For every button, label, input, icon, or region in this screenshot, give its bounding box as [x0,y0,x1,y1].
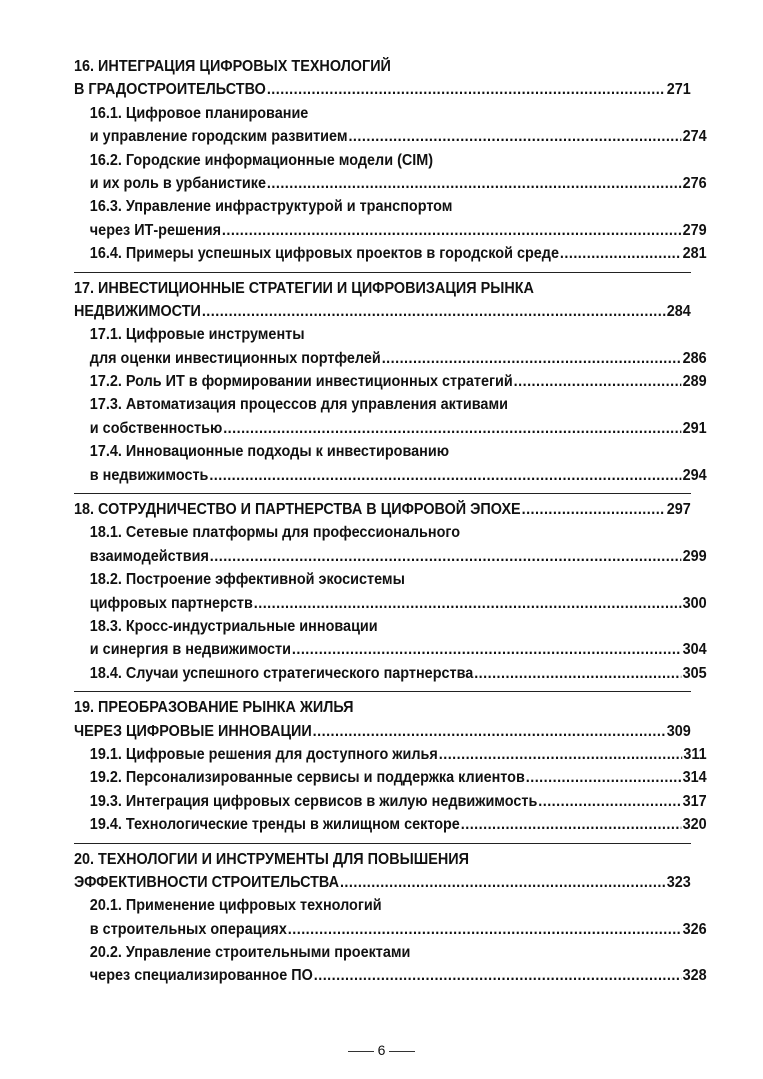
subsection-text: и собственностью [89,419,223,437]
subsection-page-number: 289 [682,373,707,391]
subsection-line [74,790,707,813]
subsection-line: 17.4. Инновационные подходы к инвестированию [89,443,450,461]
subsection-text: 16.4. Примеры успешных цифровых проектов в городской среде [89,245,559,263]
subsection-line [74,766,707,789]
subsection-text: через специализированное ПО [89,967,313,985]
toc-section [74,848,707,988]
subsection-line: 17.1. Цифровые инструменты [89,326,305,344]
subsection-page-number: 274 [682,128,707,146]
subsection-text: в строительных операциях [89,920,287,938]
subsection-page-number: 314 [682,769,707,787]
subsection-line [74,545,707,568]
chapter-title-text: ЭФФЕКТИВНОСТИ СТРОИТЕЛЬСТВА [74,873,340,891]
subsection-page-number: 326 [682,920,707,938]
dot-leader [514,370,682,393]
subsection-text: и синергия в недвижимости [89,641,291,659]
subsection-line [74,918,707,941]
subsection-text: 17.2. Роль ИТ в формировании инвестиционных стратегий [89,373,513,391]
footer-dash-right [389,1051,415,1052]
chapter-title-text: ЧЕРЕЗ ЦИФРОВЫЕ ИННОВАЦИИ [74,722,312,740]
subsection-line: 18.3. Кросс-индустриальные инновации [89,617,378,635]
subsection-text: 19.1. Цифровые решения для доступного жилья [89,745,438,763]
subsection-page-number: 320 [682,816,707,834]
dot-leader [522,498,666,521]
subsection-line: 20.1. Применение цифровых технологий [89,897,382,915]
subsection-line: 16.3. Управление инфраструктурой и транспортом [89,198,453,216]
subsection-text: 19.2. Персонализированные сервисы и поддержка клиентов [89,769,525,787]
subsection-line [74,347,707,370]
dot-leader [348,125,681,148]
subsection-page-number: 311 [683,745,707,763]
subsection-page-number: 328 [682,967,707,985]
subsection-text: 19.3. Интеграция цифровых сервисов в жилую недвижимость [89,792,538,810]
chapter-title-page-number: 271 [666,81,691,99]
section-divider [74,272,691,273]
subsection-text: через ИТ-решения [89,221,221,239]
subsection-page-number: 317 [682,792,707,810]
subsection-text: 18.4. Случаи успешного стратегического партнерства [89,664,474,682]
subsection-line [74,125,707,148]
section-divider [74,843,691,844]
chapter-title-line [74,720,691,743]
subsection-line [74,662,707,685]
subsection-line [74,592,707,615]
subsection-line: 20.2. Управление строительными проектами [89,944,411,962]
subsection-page-number: 299 [682,547,707,565]
dot-leader [288,918,682,941]
toc-section [74,55,707,266]
dot-leader [526,766,682,789]
chapter-title-page-number: 297 [666,501,691,519]
subsection-line [74,172,707,195]
chapter-title-line: 19. ПРЕОБРАЗОВАНИЕ РЫНКА ЖИЛЬЯ [74,699,354,717]
chapter-title-text: В ГРАДОСТРОИТЕЛЬСТВО [74,81,266,99]
subsection-line: 16.1. Цифровое планирование [89,104,309,122]
subsection-text: 19.4. Технологические тренды в жилищном секторе [89,816,460,834]
subsection-text: для оценки инвестиционных портфелей [89,349,381,367]
chapter-title-text: 18. СОТРУДНИЧЕСТВО И ПАРТНЕРСТВА В ЦИФРОВОЙ ЭПОХЕ [74,501,521,519]
dot-leader [560,242,682,265]
dot-leader [461,813,682,836]
subsection-line: 18.1. Сетевые платформы для профессионального [89,524,461,542]
chapter-title-page-number: 284 [666,302,691,320]
dot-leader [222,219,682,242]
dot-leader [292,638,682,661]
dot-leader [210,545,682,568]
chapter-title-page-number: 323 [666,873,691,891]
chapter-title-line [74,871,691,894]
subsection-line [74,813,707,836]
subsection-page-number: 305 [682,664,707,682]
dot-leader [254,592,682,615]
subsection-line [74,242,707,265]
subsection-text: цифровых партнерств [89,594,253,612]
chapter-title-line: 17. ИНВЕСТИЦИОННЫЕ СТРАТЕГИИ И ЦИФРОВИЗАЦИЯ РЫНКА [74,279,534,297]
subsection-line [74,464,707,487]
dot-leader [267,172,682,195]
table-of-contents [74,55,707,994]
page-number: 6 [377,1042,386,1058]
chapter-title-line [74,78,691,101]
subsection-line [74,964,707,987]
subsection-line [74,370,707,393]
toc-section [74,277,707,488]
subsection-text: взаимодействия [89,547,209,565]
subsection-text: в недвижимость [89,466,209,484]
toc-section [74,498,707,685]
subsection-page-number: 286 [682,349,707,367]
dot-leader [313,720,666,743]
subsection-text: и управление городским развитием [89,128,348,146]
dot-leader [538,790,681,813]
subsection-page-number: 294 [682,466,707,484]
chapter-title-line [74,300,691,323]
subsection-line: 16.2. Городские информационные модели (CIM) [89,151,434,169]
section-divider [74,691,691,692]
dot-leader [314,964,682,987]
subsection-page-number: 279 [682,221,707,239]
subsection-line: 17.3. Автоматизация процессов для управления активами [89,396,508,414]
subsection-page-number: 300 [682,594,707,612]
subsection-page-number: 291 [682,419,707,437]
toc-section [74,696,707,836]
dot-leader [340,871,666,894]
subsection-line [74,417,707,440]
dot-leader [474,662,681,685]
dot-leader [202,300,666,323]
chapter-title-line: 20. ТЕХНОЛОГИИ И ИНСТРУМЕНТЫ ДЛЯ ПОВЫШЕНИЯ [74,850,469,868]
section-divider [74,493,691,494]
subsection-page-number: 281 [682,245,707,263]
subsection-page-number: 276 [682,174,707,192]
dot-leader [382,347,682,370]
page-footer [0,1042,763,1058]
dot-leader [223,417,681,440]
chapter-title-line [74,498,691,521]
footer-dash-left [348,1051,374,1052]
chapter-title-line: 16. ИНТЕГРАЦИЯ ЦИФРОВЫХ ТЕХНОЛОГИЙ [74,58,391,75]
subsection-text: и их роль в урбанистике [89,174,267,192]
chapter-title-text: НЕДВИЖИМОСТИ [74,302,201,320]
dot-leader [439,743,683,766]
subsection-line: 18.2. Построение эффективной экосистемы [89,571,405,589]
subsection-line [74,219,707,242]
dot-leader [267,78,666,101]
dot-leader [209,464,681,487]
chapter-title-page-number: 309 [666,722,691,740]
subsection-line [74,638,707,661]
subsection-page-number: 304 [682,641,707,659]
subsection-line [74,743,707,766]
